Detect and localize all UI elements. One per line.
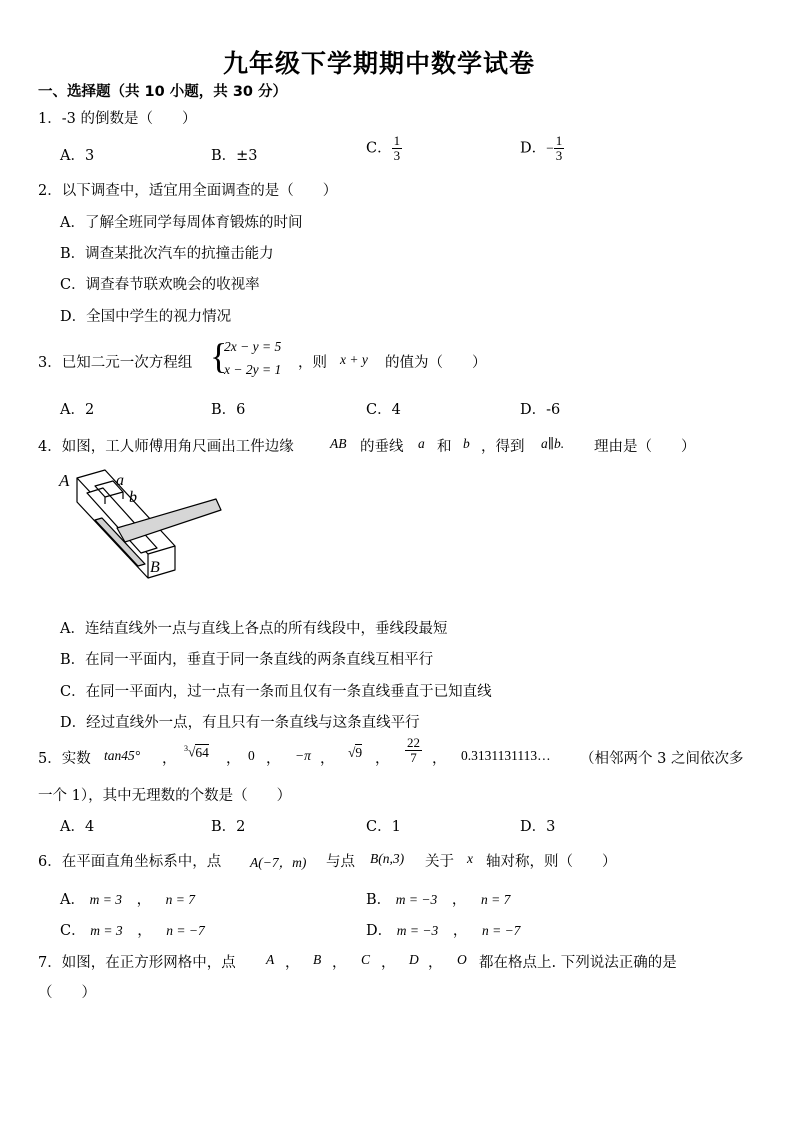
option-prefix: B． bbox=[366, 892, 392, 908]
q3-option-a: A．2 bbox=[60, 402, 95, 418]
q4-option-c: C．在同一平面内，过一点有一条而且仅有一条直线垂直于已知直线 bbox=[60, 684, 492, 700]
q4-option-a: A．连结直线外一点与直线上各点的所有线段中，垂线段最短 bbox=[60, 621, 448, 637]
denominator: 3 bbox=[555, 148, 563, 163]
option-prefix: C． bbox=[60, 923, 86, 939]
q4-stem-3: 和 bbox=[437, 439, 452, 455]
comma: ， bbox=[452, 923, 468, 939]
q4-option-d: D．经过直线外一点，有且只有一条直线与这条直线平行 bbox=[60, 715, 420, 731]
option-prefix: D． bbox=[520, 140, 547, 157]
q3-equation-2: x − 2y = 1 bbox=[224, 362, 282, 377]
q5-comma: ， bbox=[162, 751, 177, 767]
q6-option-c bbox=[60, 919, 205, 940]
q5-note: （相邻两个 3 之间依次多 bbox=[580, 751, 744, 767]
q7-comma: ， bbox=[428, 955, 443, 971]
q3-stem-prefix: 3．已知二元一次方程组 bbox=[38, 355, 193, 371]
q4-stem-2: 的垂线 bbox=[360, 439, 404, 455]
q7-comma: ， bbox=[285, 955, 300, 971]
radical-sign: √ bbox=[348, 745, 356, 760]
option-prefix: D． bbox=[366, 923, 393, 939]
q3-stem-mid: ，则 bbox=[298, 355, 327, 371]
numerator: 22 bbox=[407, 735, 420, 750]
comma: ， bbox=[451, 892, 467, 908]
q2-option-d: D．全国中学生的视力情况 bbox=[60, 309, 232, 325]
m-value: m = −3 bbox=[396, 923, 439, 938]
q4-segment-ab: AB bbox=[330, 436, 347, 451]
q1-option-b: B．±3 bbox=[211, 148, 258, 164]
fraction bbox=[405, 736, 422, 765]
q6-option-a bbox=[60, 888, 195, 909]
q7-point: B bbox=[313, 952, 322, 967]
m-value: m = 3 bbox=[89, 892, 122, 907]
q3-equation-1: 2x − y = 5 bbox=[224, 339, 282, 354]
radicand: 64 bbox=[195, 744, 209, 760]
q5-comma: ， bbox=[320, 751, 335, 767]
comma: ， bbox=[136, 892, 152, 908]
denominator: 3 bbox=[393, 148, 401, 163]
q7-stem-1: 7．如图，在正方形网格中，点 bbox=[38, 955, 236, 971]
page-title: 九年级下学期期中数学试卷 bbox=[223, 49, 536, 78]
q6-option-d bbox=[366, 919, 520, 940]
q5-tan: tan45° bbox=[104, 748, 141, 763]
q6-stem-1: 6．在平面直角坐标系中，点 bbox=[38, 854, 222, 870]
q1-option-a: A．3 bbox=[60, 148, 95, 164]
q6-stem-4: 轴对称，则（ ） bbox=[486, 854, 617, 870]
q3-stem-suffix: 的值为（ ） bbox=[385, 355, 487, 371]
q5-option-b: B．2 bbox=[211, 819, 246, 835]
q7-point: O bbox=[457, 952, 467, 967]
q1-option-c bbox=[366, 134, 402, 163]
q4-stem-1: 4．如图，工人师傅用角尺画出工件边缘 bbox=[38, 439, 294, 455]
q2-option-b: B．调查某批次汽车的抗撞击能力 bbox=[60, 246, 274, 262]
q1-stem: 1．-3 的倒数是（ ） bbox=[38, 111, 197, 127]
radicand: 9 bbox=[355, 745, 363, 760]
q4-line-a: a bbox=[418, 436, 425, 451]
q5-cube-root bbox=[184, 744, 209, 761]
fraction bbox=[392, 134, 403, 163]
q5-neg-pi: −π bbox=[295, 748, 311, 763]
q6-option-b bbox=[366, 888, 510, 909]
q2-option-a: A．了解全班同学每周体育锻炼的时间 bbox=[60, 215, 303, 231]
q5-comma: ， bbox=[226, 751, 241, 767]
q7-point: C bbox=[361, 952, 371, 967]
q3-option-c: C．4 bbox=[366, 402, 401, 418]
q1-option-d bbox=[520, 134, 564, 163]
fig-label-a: a bbox=[116, 472, 124, 489]
root-index: 3 bbox=[184, 744, 188, 753]
q4-option-b: B．在同一平面内，垂直于同一条直线的两条直线互相平行 bbox=[60, 652, 434, 668]
q5-fraction bbox=[405, 736, 422, 765]
fraction bbox=[554, 134, 565, 163]
m-value: m = −3 bbox=[395, 892, 438, 907]
numerator: 1 bbox=[555, 133, 563, 148]
q7-stem-2: 都在格点上. 下列说法正确的是 bbox=[479, 955, 677, 971]
q5-stem-2: 一个 1），其中无理数的个数是（ ） bbox=[38, 788, 292, 804]
radical-sign: √ bbox=[188, 744, 196, 760]
q6-point-a: A(−7，m) bbox=[250, 855, 307, 870]
n-value: n = −7 bbox=[481, 923, 521, 938]
q5-option-c: C．1 bbox=[366, 819, 401, 835]
q5-comma: ， bbox=[375, 751, 390, 767]
q7-comma: ， bbox=[332, 955, 347, 971]
q7-comma: ， bbox=[381, 955, 396, 971]
q7-point: A bbox=[266, 952, 275, 967]
option-prefix: A． bbox=[60, 892, 85, 908]
q6-stem-2: 与点 bbox=[326, 854, 355, 870]
n-value: n = 7 bbox=[165, 892, 196, 907]
q4-stem-4: ，得到 bbox=[481, 439, 525, 455]
q5-stem-1: 5．实数 bbox=[38, 751, 91, 767]
numerator: 1 bbox=[393, 133, 401, 148]
q5-comma: ， bbox=[266, 751, 281, 767]
q4-parallel: a∥b. bbox=[541, 436, 565, 451]
q2-stem: 2．以下调查中，适宜用全面调查的是（ ） bbox=[38, 183, 338, 199]
system-brace: { bbox=[210, 336, 228, 376]
denominator: 7 bbox=[410, 750, 417, 765]
q6-axis: x bbox=[467, 851, 473, 866]
q5-option-d: D．3 bbox=[520, 819, 556, 835]
m-value: m = 3 bbox=[90, 923, 123, 938]
q6-stem-3: 关于 bbox=[425, 854, 454, 870]
fig-label-b: b bbox=[129, 489, 137, 506]
q7-point: D bbox=[409, 952, 419, 967]
q7-paren: （ ） bbox=[38, 985, 96, 1001]
q2-option-c: C．调查春节联欢晚会的收视率 bbox=[60, 277, 260, 293]
fig-label-A: A bbox=[59, 471, 70, 490]
section-heading: 一、选择题（共 10 小题，共 30 分） bbox=[38, 84, 288, 100]
comma: ， bbox=[137, 923, 152, 939]
q6-point-b: B(n,3) bbox=[370, 851, 405, 866]
q5-comma: ， bbox=[432, 751, 447, 767]
q4-stem-5: 理由是（ ） bbox=[594, 439, 696, 455]
option-prefix: C． bbox=[366, 140, 392, 157]
n-value: n = 7 bbox=[480, 892, 511, 907]
q5-zero: 0 bbox=[248, 748, 255, 763]
q3-expression: x + y bbox=[340, 352, 368, 367]
q5-sqrt bbox=[348, 745, 362, 761]
minus-sign: − bbox=[546, 140, 554, 156]
q4-line-b: b bbox=[463, 436, 470, 451]
q3-option-d: D．-6 bbox=[520, 402, 561, 418]
q5-option-a: A．4 bbox=[60, 819, 95, 835]
fig-label-B: B bbox=[150, 559, 160, 576]
q4-figure bbox=[55, 466, 230, 586]
n-value: n = −7 bbox=[166, 923, 205, 938]
q3-option-b: B．6 bbox=[211, 402, 246, 418]
q5-decimal: 0.3131131113… bbox=[461, 748, 551, 763]
